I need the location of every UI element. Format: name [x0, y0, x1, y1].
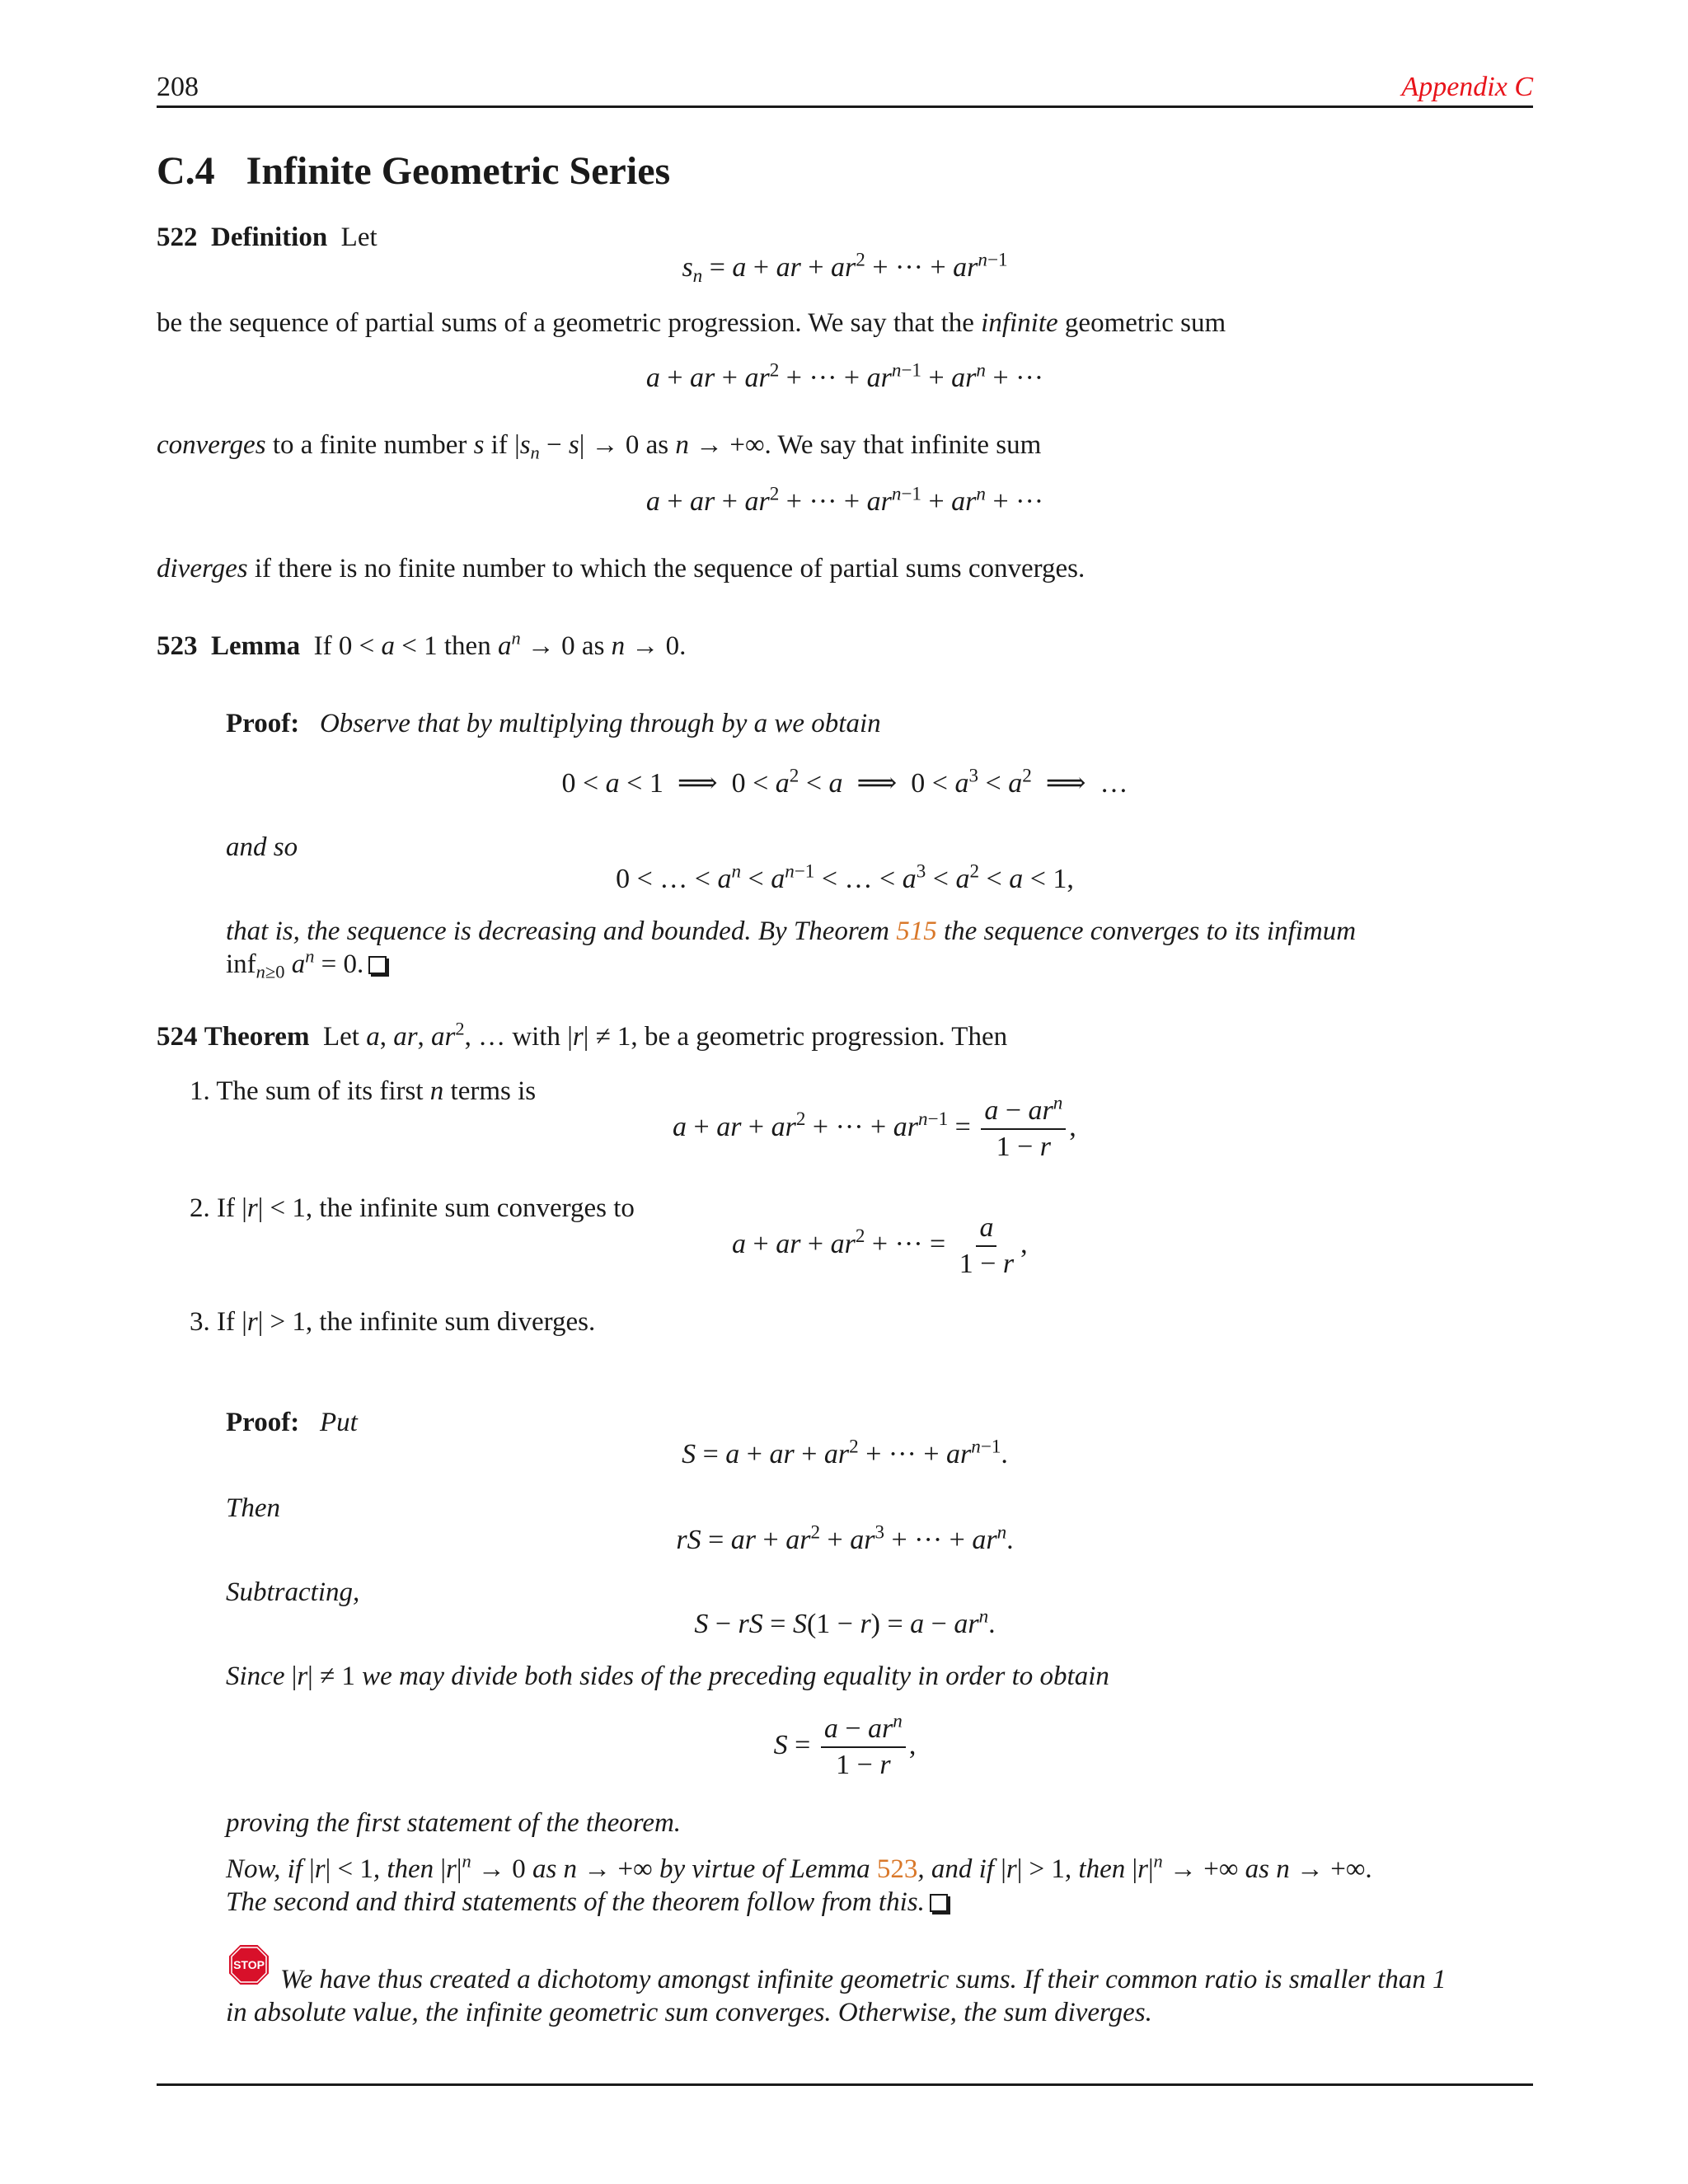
theorem-end: be a geometric progression. Then	[644, 1022, 1008, 1052]
lemma-number: 523	[157, 631, 198, 661]
lemma-conclusion-2: inf$_{n\ge 0}$ $a^n = 0$.	[226, 948, 387, 981]
page-number: 208	[157, 72, 199, 102]
definition-number: 522	[157, 223, 198, 252]
definition-522-heading	[157, 221, 377, 254]
item2-end: , the infinite sum converges to	[305, 1193, 635, 1223]
theorem-524-heading: 524 Theorem Let a, ar, $ar^2$, … with |r| ≠ 1, be a geometric progression. Then	[157, 1018, 1008, 1052]
eq-infinite-sum-2: a + ar + $ar^2$ + ··· + $ar^{n-1} + ar^n$ + ···	[645, 483, 1044, 517]
now-g: as n	[1245, 1854, 1290, 1884]
now-b: , then	[373, 1854, 434, 1884]
qed-box	[368, 956, 387, 974]
item3-end: , the infinite sum diverges.	[305, 1307, 596, 1337]
theorem-515-link[interactable]: 515	[896, 916, 937, 946]
eq-finite-sum: a + ar + $ar^2$ + ··· + $ar^{n-1}$ = $\frac{a - ar^n}{1 - r}$ ,	[673, 1092, 1076, 1162]
definition-intro: Let	[340, 223, 377, 252]
since-b: we may divide both sides of the preceding equality in order to obtain	[362, 1661, 1109, 1691]
theorem-let: Let	[322, 1022, 359, 1052]
eq-partial-sum: $s_n = a$ + ar + $ar^2$ + ··· + $ar^{n-1}$	[682, 249, 1008, 287]
proof-proving: proving the first statement of the theorem.	[226, 1808, 682, 1838]
item2-text: 2. If	[190, 1193, 235, 1223]
proof-put: Put	[319, 1408, 358, 1437]
stop-note-line-2: in absolute value, the infinite geometric sum converges. Otherwise, the sum diverges.	[226, 1998, 1152, 2027]
stop-sign-icon	[227, 1943, 270, 1986]
proof-intro-text: Observe that by multiplying through by a we obtain	[319, 709, 881, 738]
eq-S: S = a + ar + $ar^2$ + ··· + $ar^{n-1}$.	[682, 1436, 1008, 1469]
concl-text-a: that is, the sequence is decreasing and bounded. By Theorem	[226, 916, 889, 946]
lemma-if: If	[313, 631, 332, 661]
theorem-item-3: 3. If |r| > 1, the infinite sum diverges.	[190, 1307, 596, 1337]
theorem-item-1: 1. The sum of its first n terms is	[190, 1076, 537, 1106]
theorem-item-2: 2. If |r| < 1, the infinite sum converges to	[190, 1193, 635, 1223]
lemma-conclusion-1	[226, 915, 1356, 948]
lemma-523-heading: 523 Lemma If 0 < a < 1 then $a^n \to 0$ as n → 0.	[157, 627, 687, 661]
now-f: , then	[1064, 1854, 1126, 1884]
proof-label: Proof:	[226, 1408, 300, 1437]
eq-rS: rS = ar + $ar^2 + ar^3$ + ··· + $ar^n$.	[676, 1521, 1014, 1555]
stop-sign-label: STOP	[233, 1958, 265, 1971]
lemma-label: Lemma	[211, 631, 301, 661]
theorem-number: 524	[157, 1022, 198, 1052]
diverges-term: diverges	[157, 554, 248, 583]
theorem-with: with	[512, 1022, 561, 1052]
definition-text-1	[157, 307, 1226, 340]
def-text-e: if there is no finite number to which the sequence of partial sums converges.	[254, 554, 1085, 583]
header-rule	[157, 105, 1533, 108]
stop-note-line-1: We have thus created a dichotomy amongst infinite geometric sums. If their common ratio is smaller than 1	[280, 1965, 1447, 1994]
theorem-label: Theorem	[204, 1022, 310, 1052]
lemma-and-so: and so	[226, 832, 298, 862]
now-e: , and if	[917, 1854, 994, 1884]
item3-text: 3. If	[190, 1307, 235, 1337]
since-a: Since	[226, 1661, 285, 1691]
proof-label: Proof:	[226, 709, 300, 738]
footer-rule	[157, 2083, 1533, 2086]
eq-S-minus-rS: S − rS = $S(1 - r) = a - ar^n$.	[694, 1605, 996, 1639]
section-title: Infinite Geometric Series	[246, 149, 671, 193]
proof-now: Now, if |r| < 1, then $|r|^n \to 0$ as n → +∞ by virtue of Lemma 523, and if |r| > 1, then $|r|^n$ → +∞ as n → +∞.	[226, 1850, 1372, 1884]
now-c: as n	[532, 1854, 578, 1884]
def-text-a: be the sequence of partial sums of a geometric progression. We say that the	[157, 308, 974, 338]
lemma-proof-intro	[226, 707, 881, 740]
proof-then: Then	[226, 1493, 280, 1523]
qed-box	[930, 1894, 948, 1912]
eq-lemma-bounds: 0 < … < $a^n < a^{n-1}$ < … < $a^3 < a^2 < a < 1$,	[616, 860, 1074, 894]
running-header-chapter: Appendix C	[1401, 72, 1533, 102]
section-heading	[157, 148, 670, 194]
proof-second-third	[226, 1886, 948, 1919]
definition-text-2: converges to a finite number s if $|s_n - s| \to 0$ as n → +∞. We say that infinite sum	[157, 430, 1042, 463]
definition-text-3	[157, 552, 1085, 585]
definition-label: Definition	[211, 223, 328, 252]
section-number: C.4	[157, 149, 215, 193]
def-text-infinite: infinite	[981, 308, 1058, 338]
def-text-b: geometric sum	[1064, 308, 1226, 338]
proof-since: Since |r| ≠ 1 we may divide both sides of the preceding equality in order to obtain	[226, 1661, 1109, 1691]
eq-infinite-sum-1: a + ar + $ar^2$ + ··· + $ar^{n-1} + ar^n$ + ···	[645, 359, 1044, 393]
item1-end: terms is	[450, 1076, 537, 1106]
lemma-as: as	[581, 631, 605, 661]
second-third-text: The second and third statements of the theorem follow from this.	[226, 1887, 925, 1917]
eq-lemma-chain: 0 < a < 1 ⟹ $0 < a^2 < a$ ⟹ $0 < a^3 < a^2$ ⟹ …	[561, 765, 1128, 799]
eq-S-closed-form: S = $\frac{a - ar^n}{1 - r}$ ,	[773, 1710, 917, 1780]
def-text-c: to a finite number	[272, 430, 467, 460]
theorem-proof-put	[226, 1406, 358, 1439]
proof-subtracting: Subtracting,	[226, 1577, 360, 1607]
lemma-then: then	[443, 631, 491, 661]
eq-infinite-sum-value: a + ar + $ar^2$ + ··· = $\frac{a}{1 - r}$ ,	[732, 1212, 1028, 1279]
lemma-523-link[interactable]: 523	[876, 1854, 918, 1884]
def-text-d: We say that infinite sum	[777, 430, 1042, 460]
now-d: by virtue of Lemma	[659, 1854, 870, 1884]
converges-term: converges	[157, 430, 266, 460]
now-a: Now, if	[226, 1854, 302, 1884]
item1-text: 1. The sum of its first	[190, 1076, 424, 1106]
concl-text-b: the sequence converges to its infimum	[943, 916, 1357, 946]
